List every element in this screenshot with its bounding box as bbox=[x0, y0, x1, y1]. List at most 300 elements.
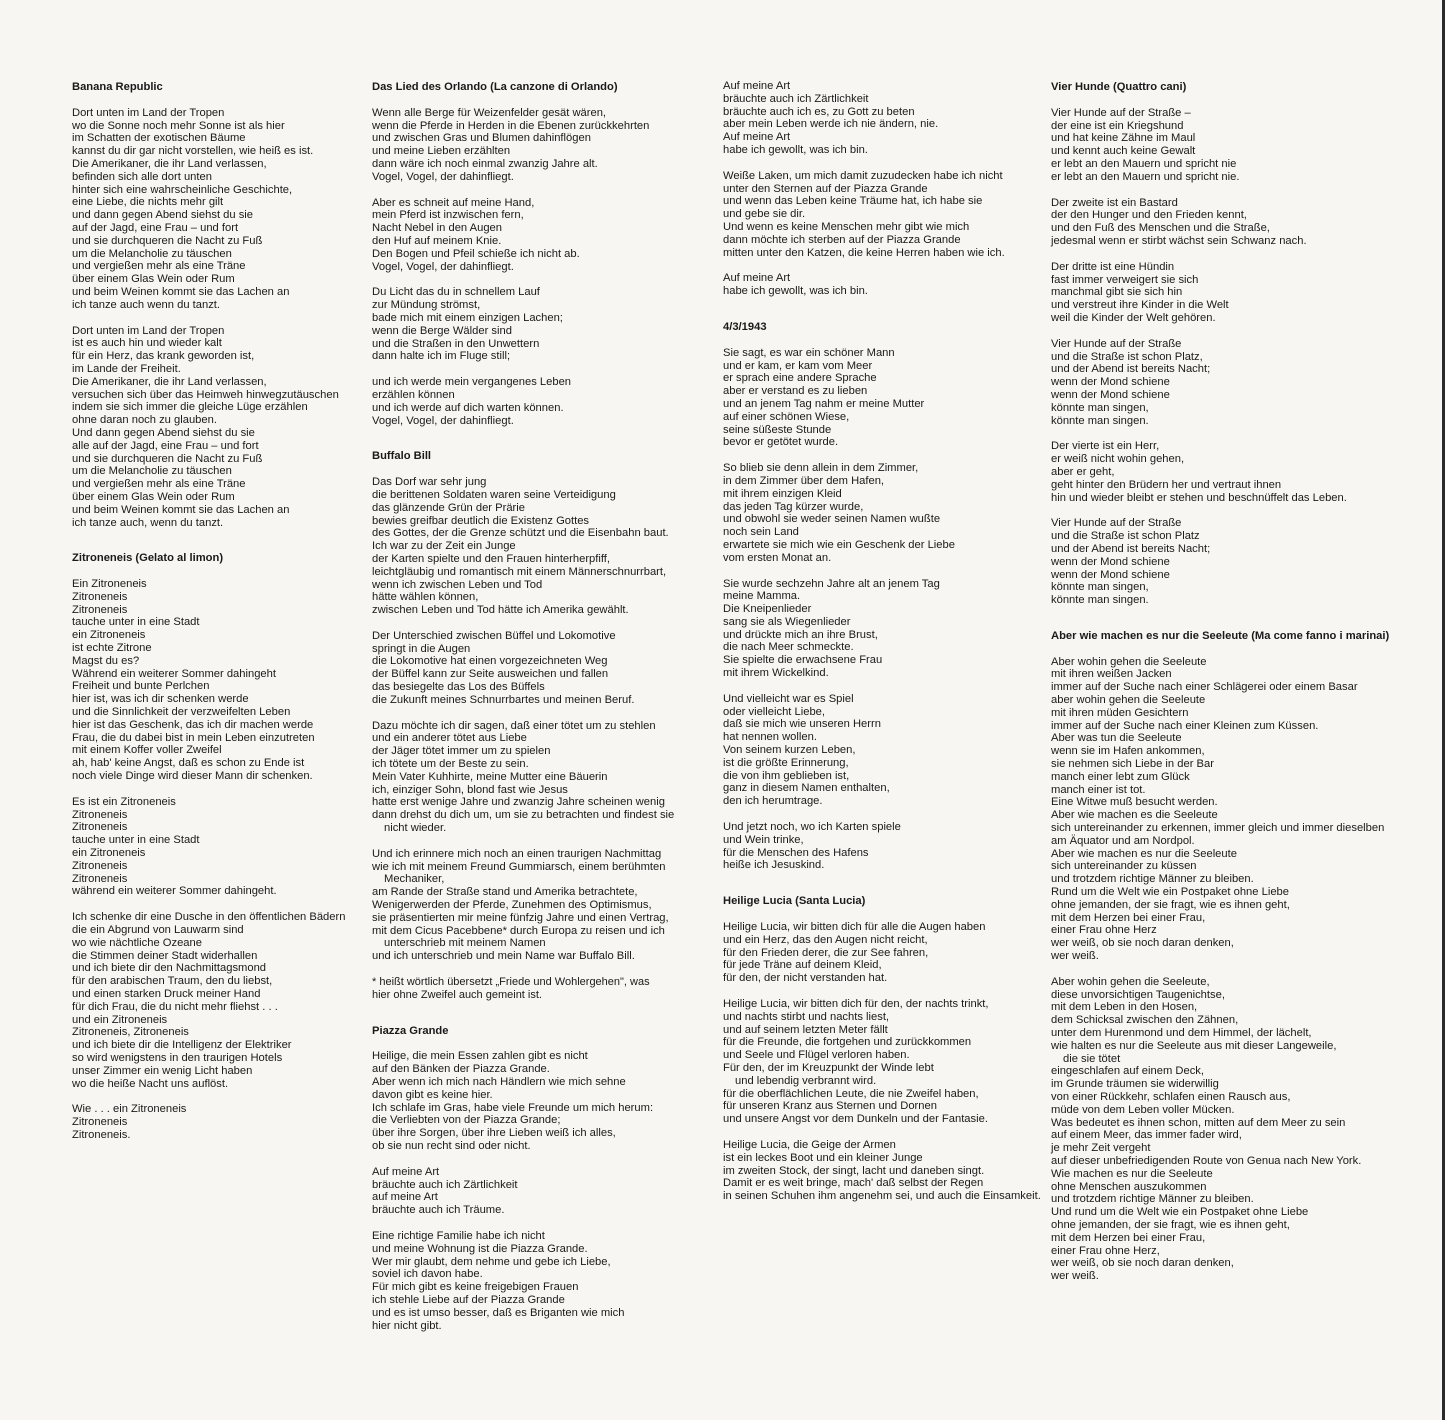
lyric-line: je mehr Zeit vergeht bbox=[1051, 1142, 1151, 1155]
lyric-line: die nach Meer schmeckte. bbox=[723, 641, 854, 654]
lyric-line: hier ist, was ich dir schenken werde bbox=[72, 693, 249, 706]
lyric-line: für den, der nicht verstanden hat. bbox=[723, 972, 888, 985]
lyric-line: manch einer ist tot. bbox=[1051, 783, 1146, 796]
lyric-line: und sie durchqueren die Nacht zu Fuß bbox=[72, 452, 263, 465]
lyric-line: der den Hunger und den Frieden kennt, bbox=[1051, 209, 1247, 222]
lyric-line: Wie machen es nur die Seeleute bbox=[1051, 1167, 1213, 1180]
lyric-line: leichtgläubig und romantisch mit einem Männerschnurrbart, bbox=[372, 565, 667, 578]
stanza bbox=[1051, 440, 1391, 504]
lyric-line: befinden sich alle dort unten bbox=[72, 170, 212, 183]
lyric-line: ah, hab' keine Angst, daß es schon zu Ende ist bbox=[72, 757, 305, 770]
lyric-line: Heilige Lucia, wir bitten dich für alle die Augen haben bbox=[723, 921, 986, 934]
lyric-line: dann halte ich im Fluge still; bbox=[372, 350, 511, 363]
lyric-line: immer auf der Suche nach einer Kleinen zum Küssen. bbox=[1051, 719, 1319, 732]
lyric-line: und Seele und Flügel verloren haben. bbox=[723, 1049, 910, 1062]
lyric-line: Dort unten im Land der Tropen bbox=[72, 106, 225, 119]
lyric-line: für unseren Kranz aus Sternen und Dornen bbox=[723, 1100, 937, 1113]
stanza bbox=[372, 848, 692, 963]
lyric-line: Wenn alle Berge für Weizenfelder gesät wären, bbox=[372, 106, 607, 119]
lyric-line: das glänzende Grün der Prärie bbox=[372, 501, 525, 514]
lyric-line: heiße ich Jesuskind. bbox=[723, 859, 825, 872]
lyric-line: und es ist umso besser, daß es Briganten wie mich bbox=[372, 1306, 625, 1319]
lyric-line: ohne jemanden, der sie fragt, wie es ihnen geht, bbox=[1051, 898, 1290, 911]
lyric-line: wenn der Mond schiene bbox=[1051, 388, 1170, 401]
lyric-line: Was bedeutet es ihnen schon, mitten auf dem Meer zu sein bbox=[1051, 1116, 1346, 1129]
lyric-line: wenn ich zwischen Leben und Tod bbox=[372, 578, 543, 591]
lyric-line: unter den Sternen auf der Piazza Grande bbox=[723, 182, 928, 195]
lyric-line: und kennt auch keine Gewalt bbox=[1051, 145, 1196, 158]
lyric-line: mit dem Cicus Pacebbene* durch Europa zu reisen und ich bbox=[372, 924, 665, 937]
song-block bbox=[372, 450, 692, 1001]
lyric-line: wer weiß, ob sie noch daran denken, bbox=[1051, 937, 1234, 950]
lyric-line: über ihre Sorgen, über ihre Lieben weiß ich alles, bbox=[372, 1127, 616, 1140]
lyric-line: Heilige Lucia, wir bitten dich für den, der nachts trinkt, bbox=[723, 998, 989, 1011]
lyric-line: im Lande der Freiheit. bbox=[72, 362, 181, 375]
lyric-line: und lebendig verbrannt wird. bbox=[735, 1074, 877, 1087]
lyric-line: wer weiß, ob sie noch daran denken, bbox=[1051, 1257, 1234, 1270]
lyric-line: Aber wenn ich mich nach Händlern wie mich sehne bbox=[372, 1076, 626, 1088]
song-block bbox=[1051, 630, 1391, 1283]
lyric-line: kannst du dir gar nicht vorstellen, wie heiß es ist. bbox=[72, 145, 314, 158]
lyric-line: Du Licht das du in schnellem Lauf bbox=[372, 286, 540, 299]
lyric-line: könnte man singen. bbox=[1051, 414, 1149, 427]
lyric-line: einer Frau ohne Herz, bbox=[1051, 1244, 1160, 1257]
lyric-line: So blieb sie denn allein in dem Zimmer, bbox=[723, 462, 919, 475]
lyric-line: und vergießen mehr als eine Träne bbox=[72, 260, 246, 273]
lyric-line: für dich Frau, die du nicht mehr fliehst . . . bbox=[72, 1000, 278, 1013]
lyric-line: für die oberflächlichen Leute, die nie Zweifel haben, bbox=[723, 1087, 979, 1100]
lyric-line: nicht wieder. bbox=[384, 822, 447, 835]
lyric-line: fast immer verweigert sie sich bbox=[1051, 273, 1199, 286]
lyric-line: sang sie als Wiegenlieder bbox=[723, 615, 851, 628]
lyric-line: müde von dem Leben voller Mücken. bbox=[1051, 1103, 1235, 1116]
lyric-line: und verstreut ihre Kinder in die Welt bbox=[1051, 299, 1229, 312]
stanza bbox=[372, 720, 692, 835]
song-title: Zitroneneis (Gelato al limon) bbox=[72, 552, 224, 565]
lyric-line: Auf meine Art bbox=[723, 131, 791, 144]
lyric-line: wenn der Mond schiene bbox=[1051, 555, 1170, 568]
lyric-line: hier ist das Geschenk, das ich dir machen werde bbox=[72, 718, 314, 731]
lyric-line: mit dem Herzen bei einer Frau, bbox=[1051, 911, 1206, 924]
lyric-line: Auf meine Art bbox=[372, 1165, 440, 1178]
lyric-line: weil die Kinder der Welt gehören. bbox=[1051, 311, 1216, 324]
lyric-line: daß sie mich wie unseren Herrn bbox=[723, 718, 881, 731]
lyric-line: geht hinter den Brüdern her und vertraut ihnen bbox=[1051, 478, 1282, 491]
lyric-line: um die Melancholie zu täuschen bbox=[72, 247, 232, 260]
stanza bbox=[72, 796, 357, 898]
lyric-line: und zwischen Gras und Blumen dahinflögen bbox=[372, 132, 591, 145]
stanza bbox=[72, 911, 357, 1090]
lyric-line: und unsere Angst vor dem Dunkeln und der Fantasie. bbox=[723, 1113, 988, 1126]
song-block bbox=[372, 1025, 692, 1333]
lyric-line: Zitroneneis bbox=[72, 590, 128, 603]
lyric-line: erzählen können bbox=[372, 388, 455, 401]
lyric-line: er sprach eine andere Sprache bbox=[723, 372, 877, 385]
lyric-line: den Huf auf meinem Knie. bbox=[372, 234, 502, 247]
lyric-line: bräuchte auch ich Zärtlichkeit bbox=[723, 92, 869, 105]
lyric-line: Der zweite ist ein Bastard bbox=[1051, 196, 1178, 209]
lyric-line: und Wein trinke, bbox=[723, 833, 804, 846]
lyric-line: indem sie sich immer die gleiche Lüge erzählen bbox=[72, 401, 308, 414]
lyric-line: Sie wurde sechzehn Jahre alt an jenem Tag bbox=[723, 577, 940, 590]
lyric-line: unter dem Hurenmond und dem Himmel, der lächelt, bbox=[1051, 1027, 1312, 1039]
lyric-line: und auf seinem letzten Meter fällt bbox=[723, 1023, 888, 1036]
lyric-line: Dort unten im Land der Tropen bbox=[72, 324, 225, 337]
lyric-line: aber mein Leben werde ich nie ändern, nie. bbox=[723, 118, 939, 131]
lyric-line: für den Frieden derer, die zur See fahren, bbox=[723, 946, 929, 959]
lyric-line: dem Schicksal zwischen den Zähnen, bbox=[1051, 1014, 1239, 1027]
lyric-line: wenn der Mond schiene bbox=[1051, 568, 1170, 581]
lyric-line: mit ihren weißen Jacken bbox=[1051, 668, 1172, 681]
lyric-line: Zitroneneis. bbox=[72, 1128, 131, 1141]
lyric-line: Vier Hunde auf der Straße bbox=[1051, 337, 1182, 350]
lyric-line: dann drehst du dich um, um sie zu betrachten und findest sie bbox=[372, 809, 675, 822]
lyric-line: ich tanze auch, wenn du tanzt. bbox=[72, 516, 224, 529]
lyric-line: Eine richtige Familie habe ich nicht bbox=[372, 1229, 545, 1242]
lyric-line: die sie tötet bbox=[1063, 1052, 1121, 1065]
lyric-line: und obwohl sie weder seinen Namen wußte bbox=[723, 513, 941, 526]
lyric-line: Auf meine Art bbox=[723, 272, 791, 285]
lyric-line: und einen starken Druck meiner Hand bbox=[72, 988, 261, 1000]
lyric-line: noch sein Land bbox=[723, 526, 799, 539]
lyric-line: über einem Glas Wein oder Rum bbox=[72, 273, 235, 286]
song-title: Heilige Lucia (Santa Lucia) bbox=[723, 895, 866, 908]
lyric-line: tauche unter in eine Stadt bbox=[72, 834, 200, 847]
lyric-line: das besiegelte das Los des Büffels bbox=[372, 681, 545, 694]
lyric-line: und der Abend ist bereits Nacht; bbox=[1051, 363, 1211, 376]
lyric-line: im Schatten der exotischen Bäume bbox=[72, 132, 246, 145]
lyric-line: oder vielleicht Liebe, bbox=[723, 705, 825, 718]
lyric-line: Der vierte ist ein Herr, bbox=[1051, 440, 1160, 453]
lyric-line: dann möchte ich sterben auf der Piazza Grande bbox=[723, 233, 961, 246]
lyric-line: hätte wählen können, bbox=[372, 591, 479, 604]
lyric-line: auf der Jagd, eine Frau – und fort bbox=[72, 221, 239, 234]
lyric-line: und ich unterschrieb und mein Name war Buffalo Bill. bbox=[372, 950, 635, 963]
lyric-line: und drückte mich an ihre Brust, bbox=[723, 628, 878, 641]
lyric-line: bräuchte auch ich Träume. bbox=[372, 1204, 505, 1217]
lyric-line: vom ersten Monat an. bbox=[723, 551, 832, 564]
lyric-line: Für den, der im Kreuzpunkt der Winde lebt bbox=[723, 1062, 934, 1074]
lyric-line: Nacht Nebel in den Augen bbox=[372, 222, 502, 235]
lyric-line: und trotzdem richtige Männer zu bleiben. bbox=[1051, 1193, 1254, 1206]
lyric-line: wo die Sonne noch mehr Sonne ist als hier bbox=[72, 119, 285, 132]
lyric-line: ohne jemanden, der sie fragt, wie es ihnen geht, bbox=[1051, 1218, 1290, 1231]
song-block bbox=[723, 895, 1043, 1203]
stanza bbox=[372, 630, 692, 707]
lyric-line: und hat keine Zähne im Maul bbox=[1051, 132, 1196, 145]
lyric-line: sich untereinander zu küssen bbox=[1051, 860, 1197, 873]
lyric-line: bräuchte auch ich es, zu Gott zu beten bbox=[723, 105, 915, 118]
lyric-line: Ich war zu der Zeit ein Junge bbox=[372, 540, 516, 553]
lyric-line: in seinen Schuhen ihm angenehm sei, und auch die Einsamkeit. bbox=[723, 1190, 1041, 1203]
lyric-line: ich tötete um der Beste zu sein. bbox=[372, 758, 529, 771]
lyric-line: Zitroneneis, Zitroneneis bbox=[72, 1026, 189, 1039]
lyric-line: wer weiß. bbox=[1051, 950, 1099, 963]
song-title: Vier Hunde (Quattro cani) bbox=[1051, 81, 1187, 93]
lyric-line: den ich herumtrage. bbox=[723, 795, 823, 808]
lyric-line: und ein anderer tötet aus Liebe bbox=[372, 732, 527, 745]
lyric-line: ist es auch hin und wieder kalt bbox=[72, 337, 222, 350]
lyric-line: wenn die Berge Wälder sind bbox=[372, 324, 512, 337]
lyric-line: einer Frau ohne Herz bbox=[1051, 924, 1157, 937]
song-block bbox=[372, 81, 692, 427]
lyric-line: in dem Zimmer über dem Hafen, bbox=[723, 474, 885, 487]
lyric-line: und ich werde auf dich warten können. bbox=[372, 401, 564, 414]
lyric-line: mit dem Leben in den Hosen, bbox=[1051, 1001, 1198, 1014]
stanza bbox=[1051, 338, 1391, 428]
stanza bbox=[723, 80, 1043, 157]
stanza bbox=[723, 998, 1043, 1126]
lyric-line: ein Zitroneneis bbox=[72, 847, 146, 860]
lyric-line: auf dieser unbefriedigenden Route von Genua nach New York. bbox=[1051, 1154, 1362, 1167]
lyric-line: ist ein leckes Boot und ein kleiner Junge bbox=[723, 1151, 923, 1164]
lyric-line: im zweiten Stock, der singt, lacht und daneben singt. bbox=[723, 1164, 985, 1177]
lyric-line: für jede Träne auf deinem Kleid, bbox=[723, 959, 882, 972]
lyric-line: ist die größte Erinnerung, bbox=[723, 756, 849, 769]
lyric-line: und vergießen mehr als eine Träne bbox=[72, 478, 246, 491]
stanza bbox=[723, 921, 1043, 985]
lyric-line: Und rund um die Welt wie ein Postpaket ohne Liebe bbox=[1051, 1206, 1309, 1219]
lyric-line: für die Freunde, die fortgehen und zurückkommen bbox=[723, 1036, 972, 1049]
song-title: Piazza Grande bbox=[372, 1024, 449, 1037]
lyric-line: mitten unter den Katzen, die keine Herren haben wie ich. bbox=[723, 246, 1005, 259]
lyric-line: Rund um die Welt wie ein Postpaket ohne Liebe bbox=[1051, 886, 1289, 899]
lyric-line: Und jetzt noch, wo ich Karten spiele bbox=[723, 821, 901, 834]
lyric-line: könnte man singen. bbox=[1051, 594, 1149, 607]
song-block bbox=[72, 81, 357, 529]
lyric-line: Ich schenke dir eine Dusche in den öffentlichen Bädern bbox=[72, 911, 346, 924]
lyric-line: der Karten spielte und den Frauen hinterherpfiff, bbox=[372, 552, 610, 565]
lyric-line: und beim Weinen kommt sie das Lachen an bbox=[72, 503, 290, 516]
lyric-line: auf einer schönen Wiese, bbox=[723, 410, 850, 423]
lyric-line: wie ich mit meinem Freund Gummiarsch, einem berühmten bbox=[372, 860, 666, 873]
lyric-line: der Büffel kann zur Seite ausweichen und fallen bbox=[372, 668, 609, 681]
lyric-line: unterschrieb mit meinem Namen bbox=[384, 937, 546, 950]
stanza bbox=[72, 1103, 357, 1141]
stanza bbox=[723, 578, 1043, 680]
column-1 bbox=[72, 75, 357, 1165]
song-title: Aber wie machen es nur die Seeleute (Ma come fanno i marinai) bbox=[1051, 629, 1390, 642]
lyric-line: wenn die Pferde in Herden in die Ebenen zurückkehrten bbox=[372, 119, 650, 132]
lyric-line: meine Mamma. bbox=[723, 590, 801, 603]
lyric-line: Aber wie machen es die Seeleute bbox=[1051, 809, 1218, 822]
lyric-line: von einer Rückkehr, schlafen einen Rausch aus, bbox=[1051, 1090, 1291, 1103]
column-3 bbox=[723, 80, 1043, 1226]
lyric-line: Von seinem kurzen Leben, bbox=[723, 744, 856, 757]
lyric-line: Aber was tun die Seeleute bbox=[1051, 732, 1182, 745]
lyric-line: Wenigerwerden der Pferde, Zunehmen des Optimismus, bbox=[372, 899, 652, 912]
lyric-line: Wie . . . ein Zitroneneis bbox=[72, 1103, 187, 1116]
lyric-line: hatte erst wenige Jahre und zwanzig Jahre scheinen wenig bbox=[372, 796, 665, 809]
lyric-line: und die Sinnlichkeit der verzweifelten Leben bbox=[72, 706, 291, 719]
stanza bbox=[1051, 261, 1391, 325]
lyric-line: springt in die Augen bbox=[372, 642, 471, 655]
stanza bbox=[372, 107, 692, 184]
lyric-line: ob sie nun recht sind oder nicht. bbox=[372, 1139, 531, 1152]
lyric-line: sich untereinander zu erkennen, immer gleich und immer dieselben bbox=[1051, 822, 1385, 835]
lyric-line: über einem Glas Wein oder Rum bbox=[72, 490, 235, 503]
lyric-line: und ich biete dir den Nachmittagsmond bbox=[72, 962, 267, 975]
lyric-line: mit ihrem einzigen Kleid bbox=[723, 487, 842, 500]
lyric-line: und ich biete dir die Intelligenz der Elektriker bbox=[72, 1039, 292, 1052]
song-title: Das Lied des Orlando (La canzone di Orlando) bbox=[372, 81, 618, 93]
lyric-line: Zitroneneis bbox=[72, 1116, 128, 1129]
lyric-line: Zitroneneis bbox=[72, 859, 128, 872]
song-block bbox=[72, 552, 357, 1141]
stanza bbox=[723, 347, 1043, 449]
lyric-line: bevor er getötet wurde. bbox=[723, 436, 839, 449]
lyric-line: auf einem Meer, das immer fader wird, bbox=[1051, 1129, 1242, 1142]
lyric-line: im Grunde träumen sie widerwillig bbox=[1051, 1078, 1219, 1091]
lyric-line: Wer mir glaubt, dem nehme und gebe ich Liebe, bbox=[372, 1255, 611, 1268]
lyric-line: zur Mündung strömst, bbox=[372, 299, 481, 312]
lyric-line: und nachts stirbt und nachts liest, bbox=[723, 1010, 890, 1023]
lyric-line: Die Amerikaner, die ihr Land verlassen, bbox=[72, 157, 267, 170]
lyric-line: am Äquator und am Nordpol. bbox=[1051, 834, 1195, 847]
lyric-line: bade mich mit einem einzigen Lachen; bbox=[372, 311, 563, 324]
lyric-line: und gebe sie dir. bbox=[723, 208, 806, 221]
lyric-line: die ein Abgrund von Lauwarm sind bbox=[72, 924, 244, 937]
lyric-line: Während ein weiterer Sommer dahingeht bbox=[72, 667, 276, 680]
lyric-line: und die Straßen in den Unwettern bbox=[372, 337, 540, 350]
lyric-line: ohne Menschen auszukommen bbox=[1051, 1180, 1207, 1193]
lyric-line: Den Bogen und Pfeil schieße ich nicht ab. bbox=[372, 247, 580, 260]
lyric-line: Zitroneneis bbox=[72, 872, 128, 885]
lyric-line: des Gottes, der die Grenze schützt und die Eisenbahn baut. bbox=[372, 527, 669, 540]
lyric-line: seine süßeste Stunde bbox=[723, 423, 832, 436]
lyric-line: bräuchte auch ich Zärtlichkeit bbox=[372, 1178, 518, 1191]
lyric-line: um die Melancholie zu täuschen bbox=[72, 465, 232, 478]
lyric-line: eingeschlafen auf einem Deck, bbox=[1051, 1065, 1204, 1078]
stanza bbox=[372, 286, 692, 363]
stanza bbox=[72, 325, 357, 530]
lyric-line: für den arabischen Traum, den du liebst, bbox=[72, 975, 273, 988]
lyric-line: Ich schlafe im Gras, habe viele Freunde um mich herum: bbox=[372, 1101, 654, 1114]
lyric-line: mit ihrem Wickelkind. bbox=[723, 667, 829, 680]
lyric-line: Die Amerikaner, die ihr Land verlassen, bbox=[72, 375, 267, 388]
lyric-line: jedesmal wenn er stirbt wächst sein Schwanz nach. bbox=[1051, 234, 1307, 247]
stanza bbox=[1051, 197, 1391, 248]
stanza bbox=[723, 272, 1043, 298]
lyric-line: ich tanze auch wenn du tanzt. bbox=[72, 298, 221, 311]
lyric-line: ohne daran noch zu glauben. bbox=[72, 414, 217, 427]
lyric-line: und den Fuß des Menschen und die Straße, bbox=[1051, 222, 1270, 235]
lyric-line: versuchen sich über das Heimweh hinwegzutäuschen bbox=[72, 388, 339, 401]
lyric-line: Zitroneneis bbox=[72, 603, 128, 616]
stanza bbox=[372, 1050, 692, 1152]
lyric-line: ist echte Zitrone bbox=[72, 642, 152, 655]
lyric-line: Zitroneneis bbox=[72, 808, 128, 821]
lyric-line: Das Dorf war sehr jung bbox=[372, 476, 487, 489]
lyric-line: Mein Vater Kuhhirte, meine Mutter eine Bäuerin bbox=[372, 770, 608, 783]
stanza bbox=[1051, 107, 1391, 184]
lyric-line: Heilige, die mein Essen zahlen gibt es nicht bbox=[372, 1050, 588, 1063]
lyric-line: und er kam, er kam vom Meer bbox=[723, 359, 873, 372]
lyric-line: am Rande der Straße stand und Amerika betrachtete, bbox=[372, 886, 638, 899]
lyric-line: Zitroneneis bbox=[72, 821, 128, 834]
stanza bbox=[723, 1139, 1043, 1203]
lyric-line: Freiheit und bunte Perlchen bbox=[72, 680, 210, 693]
stanza bbox=[723, 693, 1043, 808]
lyric-line: Und ich erinnere mich noch an einen traurigen Nachmittag bbox=[372, 847, 662, 860]
lyric-line: Der dritte ist eine Hündin bbox=[1051, 260, 1175, 273]
lyric-line: mit einem Koffer voller Zweifel bbox=[72, 744, 222, 757]
lyric-line: für die Menschen des Hafens bbox=[723, 846, 869, 859]
lyric-line: so wird wenigstens in den traurigen Hotels bbox=[72, 1051, 283, 1064]
stanza bbox=[72, 107, 357, 312]
lyric-line: Eine Witwe muß besucht werden. bbox=[1051, 796, 1218, 809]
lyric-line: alle auf der Jagd, eine Frau – und fort bbox=[72, 439, 259, 452]
lyric-line: Frau, die du dabei bist in mein Leben einzutreten bbox=[72, 731, 315, 744]
stanza bbox=[1051, 517, 1391, 607]
lyric-line: Und wenn es keine Menschen mehr gibt wie mich bbox=[723, 220, 970, 233]
lyric-line: sie nehmen sich Liebe in der Bar bbox=[1051, 758, 1214, 771]
lyric-line: Auf meine Art bbox=[723, 80, 791, 92]
lyric-line: und ich werde mein vergangenes Leben bbox=[372, 376, 572, 389]
lyric-line: das jeden Tag kürzer wurde, bbox=[723, 500, 864, 513]
lyric-line: wie halten es nur die Seeleute aus mit dieser Langeweile, bbox=[1051, 1039, 1337, 1052]
lyric-line: er weiß nicht wohin gehen, bbox=[1051, 453, 1185, 466]
lyric-line: ich stehle Liebe auf der Piazza Grande bbox=[372, 1293, 565, 1306]
lyric-line: auf meine Art bbox=[372, 1191, 438, 1204]
lyric-line: auf den Bänken der Piazza Grande. bbox=[372, 1063, 550, 1076]
lyric-line: dann wäre ich noch einmal zwanzig Jahre alt. bbox=[372, 157, 598, 170]
lyric-line: Sie sagt, es war ein schöner Mann bbox=[723, 346, 895, 359]
lyric-line: die Zukunft meines Schnurrbartes und meinen Beruf. bbox=[372, 693, 635, 706]
song-block bbox=[1051, 81, 1391, 607]
lyric-line: die Stimmen deiner Stadt widerhallen bbox=[72, 949, 258, 962]
lyric-line: zwischen Leben und Tod hätte ich Amerika gewählt. bbox=[372, 604, 629, 617]
column-2 bbox=[372, 75, 692, 1355]
lyric-line: immer auf der Suche nach einer Schlägerei oder einem Basar bbox=[1051, 681, 1358, 694]
song-block bbox=[723, 321, 1043, 872]
lyric-line: tauche unter in eine Stadt bbox=[72, 616, 200, 629]
lyric-line: und meine Wohnung ist die Piazza Grande. bbox=[372, 1242, 588, 1255]
song-block bbox=[723, 80, 1043, 298]
lyric-line: Dazu möchte ich dir sagen, daß einer tötet um zu stehlen bbox=[372, 719, 656, 732]
stanza bbox=[372, 376, 692, 427]
stanza bbox=[1051, 656, 1391, 963]
lyric-line: manch einer lebt zum Glück bbox=[1051, 770, 1190, 783]
lyric-line: aber er verstand es zu lieben bbox=[723, 385, 868, 398]
lyric-line: und trotzdem richtige Männer zu bleiben. bbox=[1051, 873, 1254, 886]
lyric-line: Aber wie machen es nur die Seeleute bbox=[1051, 847, 1237, 860]
lyric-line: Mechaniker, bbox=[384, 873, 445, 886]
lyric-line: Aber wohin gehen die Seeleute, bbox=[1051, 975, 1210, 988]
lyric-line: mit dem Herzen bei einer Frau, bbox=[1051, 1231, 1206, 1244]
lyric-line: der eine ist ein Kriegshund bbox=[1051, 119, 1184, 132]
lyric-line: Sie spielte die erwachsene Frau bbox=[723, 654, 883, 667]
lyric-line: hier nicht gibt. bbox=[372, 1319, 442, 1332]
lyric-line: Aber es schneit auf meine Hand, bbox=[372, 196, 535, 209]
lyric-line: habe ich gewollt, was ich bin. bbox=[723, 285, 868, 298]
stanza bbox=[1051, 976, 1391, 1283]
stanza bbox=[723, 170, 1043, 260]
lyric-line: ganz in diesem Namen enthalten, bbox=[723, 782, 890, 795]
lyric-line: Die Kneipenlieder bbox=[723, 603, 812, 616]
lyric-line: Aber wohin gehen die Seeleute bbox=[1051, 655, 1207, 668]
lyric-line: manchmal gibt sie sich hin bbox=[1051, 286, 1183, 299]
lyric-line: Vier Hunde auf der Straße – bbox=[1051, 106, 1191, 119]
column-4 bbox=[1051, 75, 1391, 1306]
stanza bbox=[372, 476, 692, 617]
lyric-line: und der Abend ist bereits Nacht; bbox=[1051, 542, 1211, 555]
lyric-line: aber wohin gehen die Seeleute bbox=[1051, 694, 1206, 707]
stanza bbox=[372, 976, 692, 1002]
lyric-line: und sie durchqueren die Nacht zu Fuß bbox=[72, 234, 263, 247]
lyric-line: wo wie nächtliche Ozeane bbox=[72, 936, 202, 949]
lyric-line: habe ich gewollt, was ich bin. bbox=[723, 143, 868, 156]
